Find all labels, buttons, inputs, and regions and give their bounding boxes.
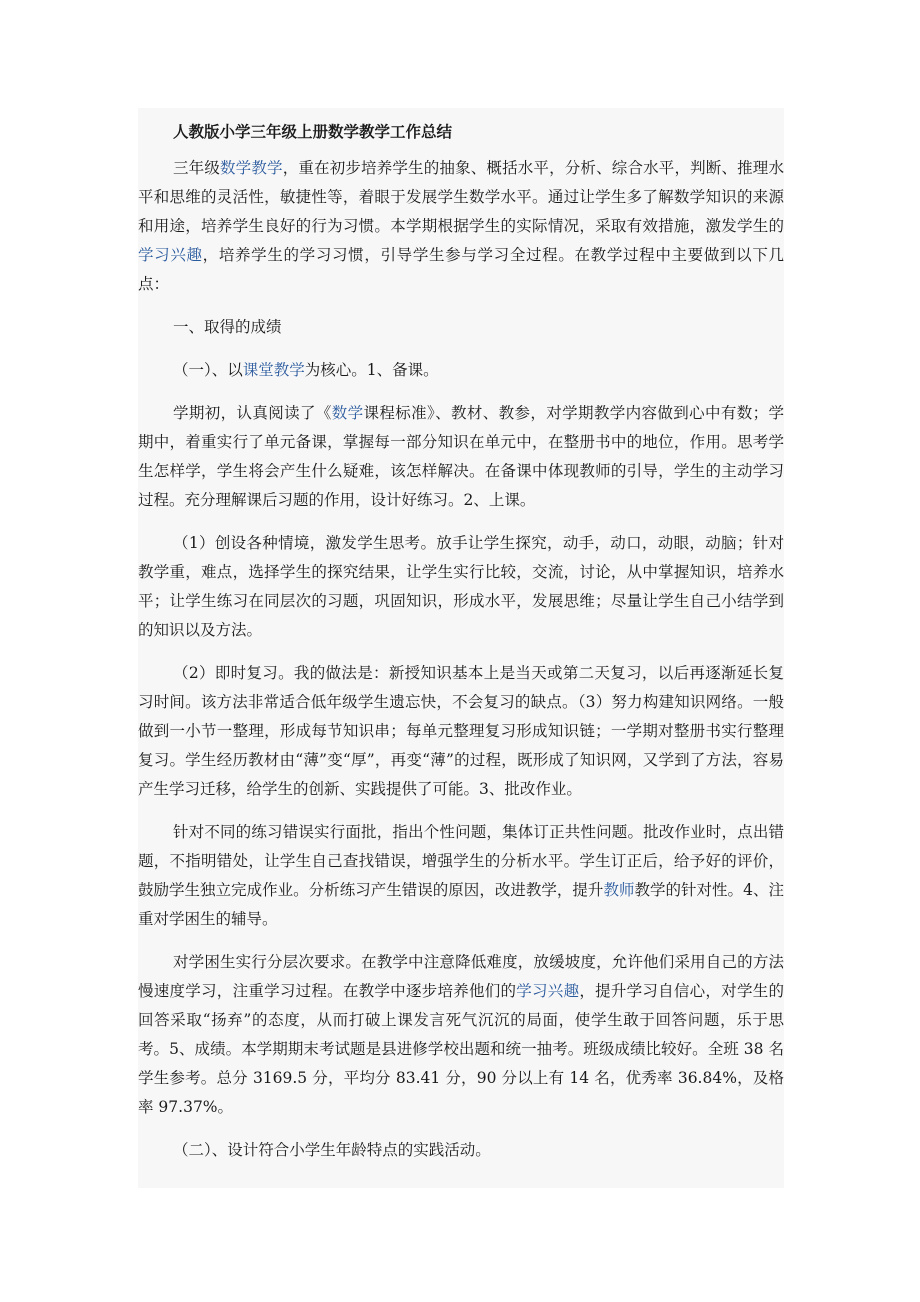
text-run: 教学的针对性。4、注重对学困生的辅导。	[138, 881, 784, 928]
text-run: 针对不同的练习错误实行面批，指出个性问题，集体订正共性问题。批改作业时，点出错题，不指明错处，让学生自己查找错误，增强学生的分析水平。学生订正后，给予好的评价，鼓励学生独立完成作业。分析练习产生错误的原因，改进教学，提升	[138, 823, 784, 899]
text-run: ，培养学生的学习习惯，引导学生参与学习全过程。在教学过程中主要做到以下几点：	[138, 246, 784, 293]
paragraph-lesson-prep	[138, 399, 784, 515]
link-math-teaching[interactable]: 数学教学	[220, 159, 283, 177]
text-run: ，重在初步培养学生的抽象、概括水平，分析、综合水平，判断、推理水平和思维的灵活性，敏捷性等，着眼于发展学生数学水平。通过让学生多了解数学知识的来源和用途，培养学生良好的行为习惯。本学期根据学生的实际情况，采取有效措施，激发学生的	[138, 159, 784, 235]
text-run: 学期初，认真阅读了《	[173, 404, 332, 422]
paragraph-intro	[138, 154, 784, 299]
link-learning-interest[interactable]: 学习兴趣	[138, 246, 203, 264]
link-classroom-teaching[interactable]: 课堂教学	[242, 361, 305, 379]
text-run: 为核心。1、备课。	[304, 361, 439, 379]
text-run: ，提升学习自信心，对学生的回答采取“扬弃”的态度，从而打破上课发言死气沉沉的局面，使学生敢于回答问题，乐于思考。5、成绩。本学期期末考试题是县进修学校出题和统一抽考。班级成绩比较好。全班 38 名学生参考。总分 3169.5 分，平均分 83.41 分，90 分以上有 14 名，优秀率 36.84%，及格率 97.37%。	[138, 982, 784, 1116]
section-heading-achievements: 一、取得的成绩	[173, 318, 282, 336]
text-run: （一）、以	[173, 361, 243, 379]
paragraph-homework	[138, 818, 784, 934]
link-math[interactable]: 数学	[331, 404, 364, 422]
link-teacher[interactable]: 教师	[603, 881, 635, 899]
document-title: 人教版小学三年级上册数学教学工作总结	[173, 122, 453, 141]
subsection-heading-classroom	[138, 356, 784, 385]
paragraph-review: （2）即时复习。我的做法是：新授知识基本上是当天或第二天复习，以后再逐渐延长复习时间。该方法非常适合低年级学生遗忘快，不会复习的缺点。（3）努力构建知识网络。一般做到一小节一整理，形成每节知识串；每单元整理复习形成知识链；一学期对整册书实行整理复习。学生经历教材由“薄”变“厚”，再变“薄”的过程，既形成了知识网，又学到了方法，容易产生学习迁移，给学生的创新、实践提供了可能。3、批改作业。	[138, 664, 784, 798]
article-body	[138, 108, 784, 1188]
paragraph-situations: （1）创设各种情境，激发学生思考。放手让学生探究，动手，动口，动眼，动脑；针对教学重，难点，选择学生的探究结果，让学生实行比较，交流，讨论，从中掌握知识，培养水平；让学生练习在同层次的习题，巩固知识，形成水平，发展思维；尽量让学生自己小结学到的知识以及方法。	[138, 534, 784, 639]
text-run: 对学困生实行分层次要求。在教学中注意降低难度，放缓坡度，允许他们采用自己的方法慢速度学习，注重学习过程。在教学中逐步培养他们的	[138, 953, 784, 1000]
paragraph-struggling-students	[138, 948, 784, 1122]
text-run: 三年级	[173, 159, 221, 177]
subsection-heading-activities: （二）、设计符合小学生年龄特点的实践活动。	[173, 1141, 491, 1159]
link-learning-interest-2[interactable]: 学习兴趣	[516, 982, 580, 1000]
text-run: 课程标准》、教材、教参，对学期教学内容做到心中有数；学期中，着重实行了单元备课，掌握每一部分知识在单元中，在整册书中的地位，作用。思考学生怎样学，学生将会产生什么疑难，该怎样解决。在备课中体现教师的引导，学生的主动学习过程。充分理解课后习题的作用，设计好练习。2、上课。	[138, 404, 784, 509]
